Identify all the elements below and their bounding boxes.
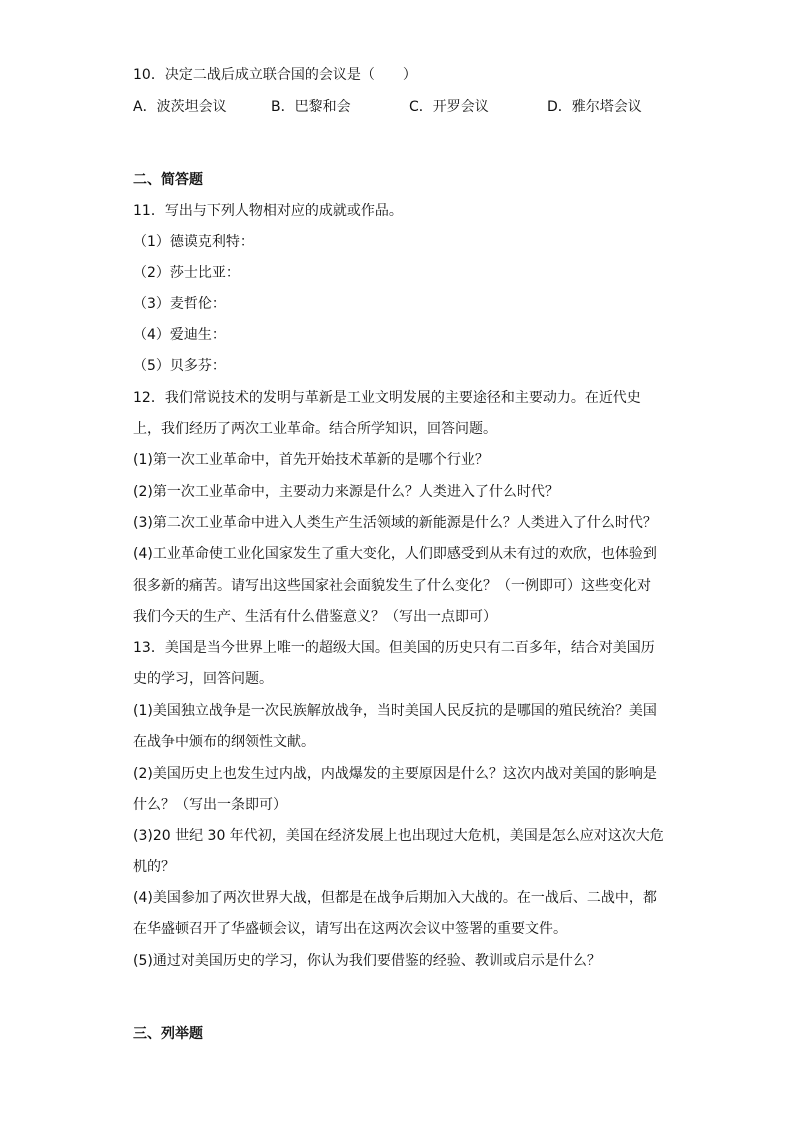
question-12-sub-4-line-3: 我们今天的生产、生活有什么借鉴意义？（写出一点即可） [133,609,497,625]
question-13-sub-4-line-2: 在华盛顿召开了华盛顿会议，请写出在这两次会议中签署的重要文件。 [133,921,567,937]
question-12-stem-line-1: 12．我们常说技术的发明与革新是工业文明发展的主要途径和主要动力。在近代史 [133,390,641,406]
question-12-sub-4-line-2: 很多新的痛苦。请写出这些国家社会面貌发生了什么变化？（一例即可）这些变化对 [133,578,651,594]
question-11-item-5: （5）贝多芬： [133,358,226,374]
question-11-item-1: （1）德谟克利特： [133,234,254,250]
question-10-option-c: C．开罗会议 [409,99,489,115]
question-13-sub-1-line-1: (1)美国独立战争是一次民族解放战争，当时美国人民反抗的是哪国的殖民统治？美国 [133,703,657,719]
question-12-stem-line-2: 上，我们经历了两次工业革命。结合所学知识，回答问题。 [133,421,497,437]
question-13-stem-line-1: 13．美国是当今世界上唯一的超级大国。但美国的历史只有二百多年，结合对美国历 [133,640,655,656]
section-3-heading: 三、列举题 [133,1026,203,1042]
question-10-option-b: B．巴黎和会 [271,99,351,115]
question-13-sub-3-line-1: (3)20 世纪 30 年代初，美国在经济发展上也出现过大危机，美国是怎么应对这次大危 [133,828,664,844]
question-13-sub-2-line-1: (2)美国历史上也发生过内战，内战爆发的主要原因是什么？这次内战对美国的影响是 [133,766,657,782]
question-11-item-4: （4）爱迪生： [133,327,226,343]
question-13-sub-2-line-2: 什么？（写出一条即可） [133,797,287,813]
question-12-sub-2: (2)第一次工业革命中，主要动力来源是什么？人类进入了什么时代？ [133,484,559,500]
question-13-stem-line-2: 史的学习，回答问题。 [133,671,273,687]
question-10-option-d: D．雅尔塔会议 [547,99,642,115]
question-11-stem: 11．写出与下列人物相对应的成就或作品。 [133,203,403,219]
question-10-stem: 10．决定二战后成立联合国的会议是（ ） [133,67,417,83]
question-13-sub-5: (5)通过对美国历史的学习，你认为我们要借鉴的经验、教训或启示是什么？ [133,953,601,969]
question-12-sub-1: (1)第一次工业革命中，首先开始技术革新的是哪个行业？ [133,452,489,468]
question-11-item-2: （2）莎士比亚： [133,265,240,281]
question-12-sub-4-line-1: (4)工业革命使工业化国家发生了重大变化，人们即感受到从未有过的欢欣，也体验到 [133,546,657,562]
question-13-sub-4-line-1: (4)美国参加了两次世界大战，但都是在战争后期加入大战的。在一战后、二战中，都 [133,890,657,906]
section-2-heading: 二、简答题 [133,172,203,188]
question-13-sub-1-line-2: 在战争中颁布的纲领性文献。 [133,734,315,750]
question-13-sub-3-line-2: 机的？ [133,859,175,875]
question-12-sub-3: (3)第二次工业革命中进入人类生产生活领域的新能源是什么？人类进入了什么时代？ [133,515,657,531]
question-11-item-3: （3）麦哲伦： [133,296,226,312]
question-10-option-a: A．波茨坦会议 [133,99,227,115]
